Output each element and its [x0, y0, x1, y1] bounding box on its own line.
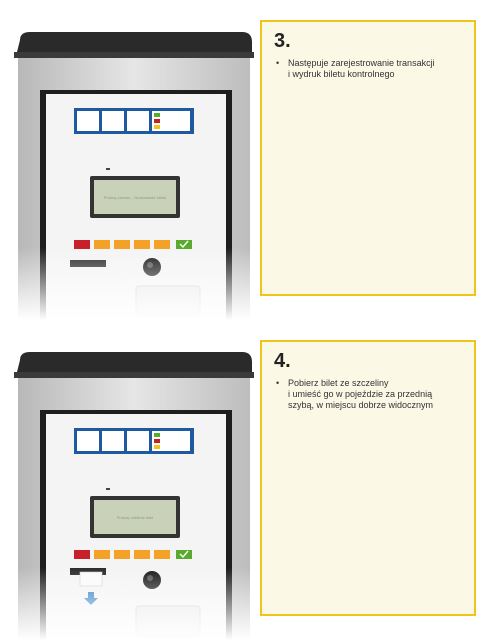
bullet: • [276, 58, 280, 68]
parking-machine-illustration [14, 30, 254, 320]
parking-machine-illustration [14, 350, 254, 640]
step-description-text: Następuje zarejestrowanie transakcji i wydruk biletu kontrolnego [288, 58, 435, 79]
step-description [276, 378, 466, 411]
step-instruction-box [260, 20, 476, 296]
step-description-text: Pobierz bilet ze szczeliny i umieść go w pojeździe za przednią szybą, w miejscu dobrze widocznym [288, 378, 434, 410]
step-panel-4 [0, 340, 495, 640]
bullet: • [276, 378, 280, 388]
step-description [276, 58, 466, 80]
step-panel-3 [0, 20, 495, 320]
step-instruction-box [260, 340, 476, 616]
step-number: 4. [274, 350, 291, 372]
step-number: 3. [274, 30, 291, 52]
